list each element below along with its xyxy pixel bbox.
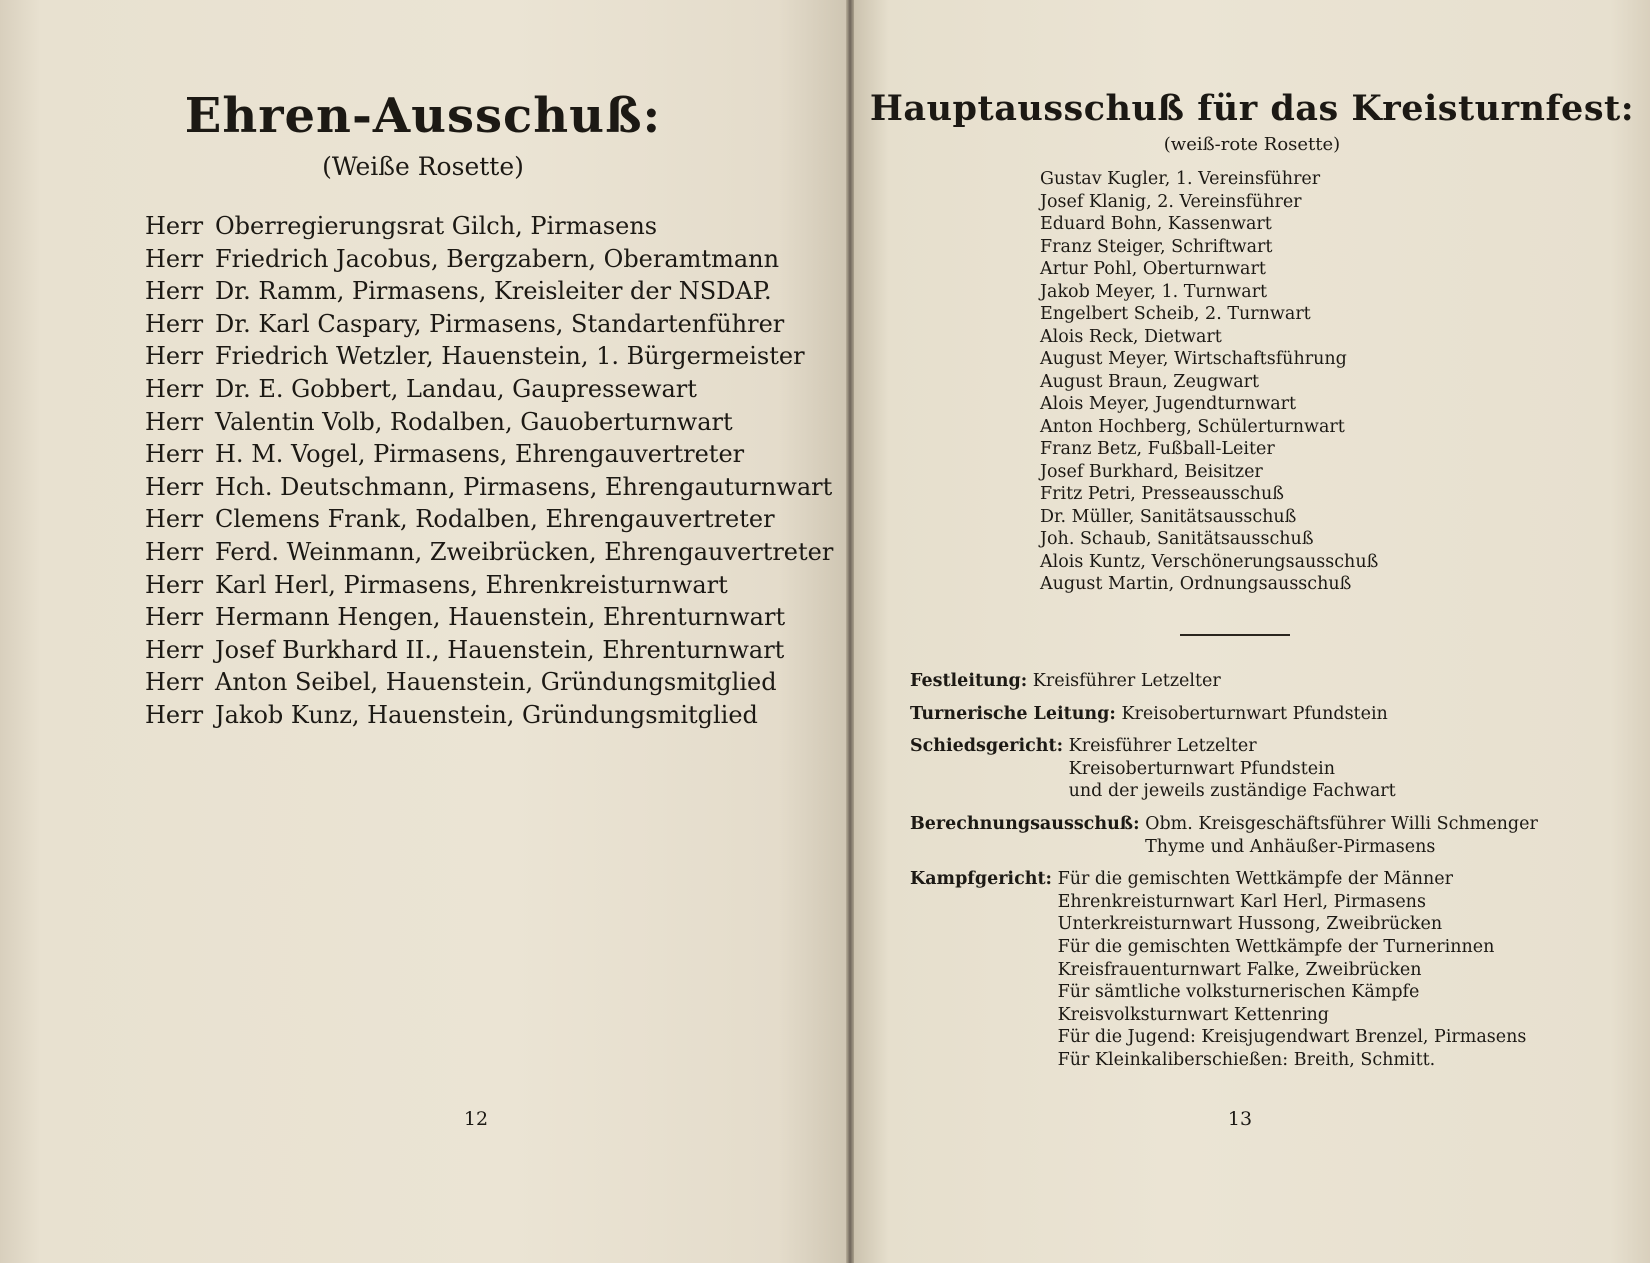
honor-member-name: Jakob Kunz, Hauenstein, Gründungsmitglied [215, 700, 758, 729]
berechnungsausschuss-line: Obm. Kreisgeschäftsführer Willi Schmenger [1145, 813, 1538, 834]
honor-member [145, 569, 833, 602]
honor-member-name: Karl Herl, Pirmasens, Ehrenkreisturnwart [215, 570, 728, 599]
honor-member-name: Anton Seibel, Hauenstein, Gründungsmitglied [215, 668, 777, 697]
schiedsgericht-entry [910, 735, 1630, 803]
honor-member-name: Clemens Frank, Rodalben, Ehrengauvertreter [215, 505, 775, 534]
festleitung-entry [910, 670, 1630, 693]
committee-member: Joh. Schaub, Sanitätsausschuß [1040, 529, 1314, 549]
kampfgericht-line: Für sämtliche volksturnerischen Kämpfe [1057, 982, 1420, 1003]
committee-member: Franz Steiger, Schriftwart [1040, 236, 1273, 257]
honor-member-name: Ferd. Weinmann, Zweibrücken, Ehrengauvertreter [215, 537, 834, 566]
festleitung-value: Kreisführer Letzelter [1032, 671, 1221, 691]
honor-member-name: Valentin Volb, Rodalben, Gauoberturnwart [215, 407, 733, 436]
main-committee-title: Hauptausschuß für das Kreisturnfest: [869, 88, 1635, 129]
committee-member: Gustav Kugler, 1. Vereinsführer [1040, 169, 1321, 189]
committee-member: Eduard Bohn, Kassenwart [1040, 214, 1272, 234]
honor-member [145, 536, 833, 569]
honor-member-prefix: Herr [145, 440, 204, 469]
honor-member-prefix: Herr [145, 537, 204, 566]
honor-member-name: Hch. Deutschmann, Pirmasens, Ehrengauturnwart [215, 472, 833, 501]
honor-member [145, 243, 833, 276]
honor-member [145, 503, 833, 536]
turnerische-leitung-value: Kreisoberturnwart Pfundstein [1121, 703, 1388, 724]
honor-member [145, 210, 833, 243]
honor-member-name: Oberregierungsrat Gilch, Pirmasens [215, 212, 658, 240]
honor-member-prefix: Herr [145, 277, 204, 306]
committee-member: Engelbert Scheib, 2. Turnwart [1040, 304, 1311, 324]
kampfgericht-line: Unterkreisturnwart Hussong, Zweibrücken [1057, 914, 1443, 935]
honor-member-name: H. M. Vogel, Pirmasens, Ehrengauvertreter [215, 440, 745, 469]
kampfgericht-line: Ehrenkreisturnwart Karl Herl, Pirmasens [1057, 891, 1426, 912]
main-committee-list [1040, 168, 1378, 596]
committee-member: Artur Pohl, Oberturnwart [1040, 259, 1266, 279]
honor-member-prefix: Herr [145, 244, 204, 273]
honor-member-prefix: Herr [145, 407, 204, 436]
committee-member: Josef Burkhard, Beisitzer [1040, 461, 1263, 482]
honor-committee-subtitle: (Weiße Rosette) [322, 152, 524, 181]
honor-member [145, 340, 833, 373]
committee-member: Alois Kuntz, Verschönerungsausschuß [1040, 551, 1379, 572]
honor-member [145, 666, 833, 699]
berechnungsausschuss-label: Berechnungsausschuß: [910, 813, 1140, 834]
honor-member-prefix: Herr [145, 309, 204, 338]
kampfgericht-line: Für Kleinkaliberschießen: Breith, Schmitt. [1057, 1049, 1436, 1070]
honor-member-prefix: Herr [145, 342, 204, 371]
schiedsgericht-line: Kreisoberturnwart Pfundstein [1068, 758, 1336, 779]
honor-committee-list [145, 210, 833, 732]
berechnungsausschuss-line: Thyme und Anhäußer-Pirmasens [1145, 836, 1436, 857]
honor-member-prefix: Herr [145, 505, 204, 534]
section-divider [1180, 634, 1290, 636]
honor-member-prefix: Herr [145, 603, 204, 632]
honor-member-name: Dr. Karl Caspary, Pirmasens, Standartenführer [215, 309, 785, 338]
kampfgericht-entry [910, 868, 1630, 1071]
schiedsgericht-label: Schiedsgericht: [910, 736, 1064, 757]
page-number-left: 12 [463, 1108, 489, 1130]
kampfgericht-line: Kreisfrauenturnwart Falke, Zweibrücken [1057, 959, 1422, 980]
committee-member: Josef Klanig, 2. Vereinsführer [1040, 191, 1302, 212]
kampfgericht-label: Kampfgericht: [910, 869, 1052, 890]
committee-member: Franz Betz, Fußball-Leiter [1040, 439, 1275, 459]
kampfgericht-line: Für die Jugend: Kreisjugendwart Brenzel, Pirmasens [1057, 1027, 1527, 1048]
honor-member [145, 308, 833, 341]
honor-member [145, 275, 833, 308]
committee-member: August Meyer, Wirtschaftsführung [1040, 349, 1347, 369]
kampfgericht-line: Für die gemischten Wettkämpfe der Turnerinnen [1057, 936, 1495, 957]
committee-member: Jakob Meyer, 1. Turnwart [1040, 281, 1268, 302]
honor-member [145, 406, 833, 439]
honor-member-name: Hermann Hengen, Hauenstein, Ehrenturnwart [215, 603, 786, 632]
honor-member-prefix: Herr [145, 668, 204, 697]
honor-member-prefix: Herr [145, 570, 204, 599]
honor-member-prefix: Herr [145, 700, 204, 729]
festleitung-label: Festleitung: [910, 671, 1028, 691]
turnerische-leitung-label: Turnerische Leitung: [910, 703, 1116, 724]
honor-member [145, 699, 833, 732]
honor-member [145, 373, 833, 406]
honor-member-name: Friedrich Jacobus, Bergzabern, Oberamtmann [215, 244, 780, 273]
honor-member-prefix: Herr [145, 472, 204, 501]
committee-member: Dr. Müller, Sanitätsausschuß [1040, 506, 1297, 527]
honor-member-prefix: Herr [145, 635, 204, 664]
kampfgericht-line: Für die gemischten Wettkämpfe der Männer [1057, 869, 1453, 890]
honor-member-name: Friedrich Wetzler, Hauenstein, 1. Bürgermeister [215, 342, 805, 371]
honor-member-name: Josef Burkhard II., Hauenstein, Ehrenturnwart [215, 635, 785, 664]
kampfgericht-line: Kreisvolksturnwart Kettenring [1057, 1004, 1329, 1025]
book-gutter [846, 0, 854, 1263]
honor-member [145, 471, 833, 504]
committee-member: Anton Hochberg, Schülerturnwart [1040, 416, 1345, 437]
honor-member [145, 634, 833, 667]
committee-member: Alois Reck, Dietwart [1040, 326, 1222, 347]
main-committee-subtitle: (weiß-rote Rosette) [1163, 134, 1341, 155]
honor-member-prefix: Herr [145, 374, 204, 403]
honor-committee-title: Ehren-Ausschuß: [184, 88, 662, 144]
honor-member-name: Dr. E. Gobbert, Landau, Gaupressewart [215, 374, 697, 403]
honor-member [145, 601, 833, 634]
honor-member [145, 438, 833, 471]
turnerische-leitung-entry [910, 703, 1630, 726]
committee-member: August Braun, Zeugwart [1040, 371, 1260, 392]
organization-section [910, 670, 1630, 1082]
committee-member: Alois Meyer, Jugendturnwart [1040, 394, 1297, 414]
committee-member: August Martin, Ordnungsausschuß [1040, 574, 1352, 594]
berechnungsausschuss-entry [910, 813, 1630, 858]
honor-member-name: Dr. Ramm, Pirmasens, Kreisleiter der NSDAP. [215, 277, 772, 306]
committee-member: Fritz Petri, Presseausschuß [1040, 484, 1284, 504]
page-number-right: 13 [1227, 1108, 1253, 1130]
honor-member-prefix: Herr [145, 212, 204, 240]
schiedsgericht-line: Kreisführer Letzelter [1068, 736, 1257, 757]
schiedsgericht-line: und der jeweils zuständige Fachwart [1068, 781, 1396, 802]
